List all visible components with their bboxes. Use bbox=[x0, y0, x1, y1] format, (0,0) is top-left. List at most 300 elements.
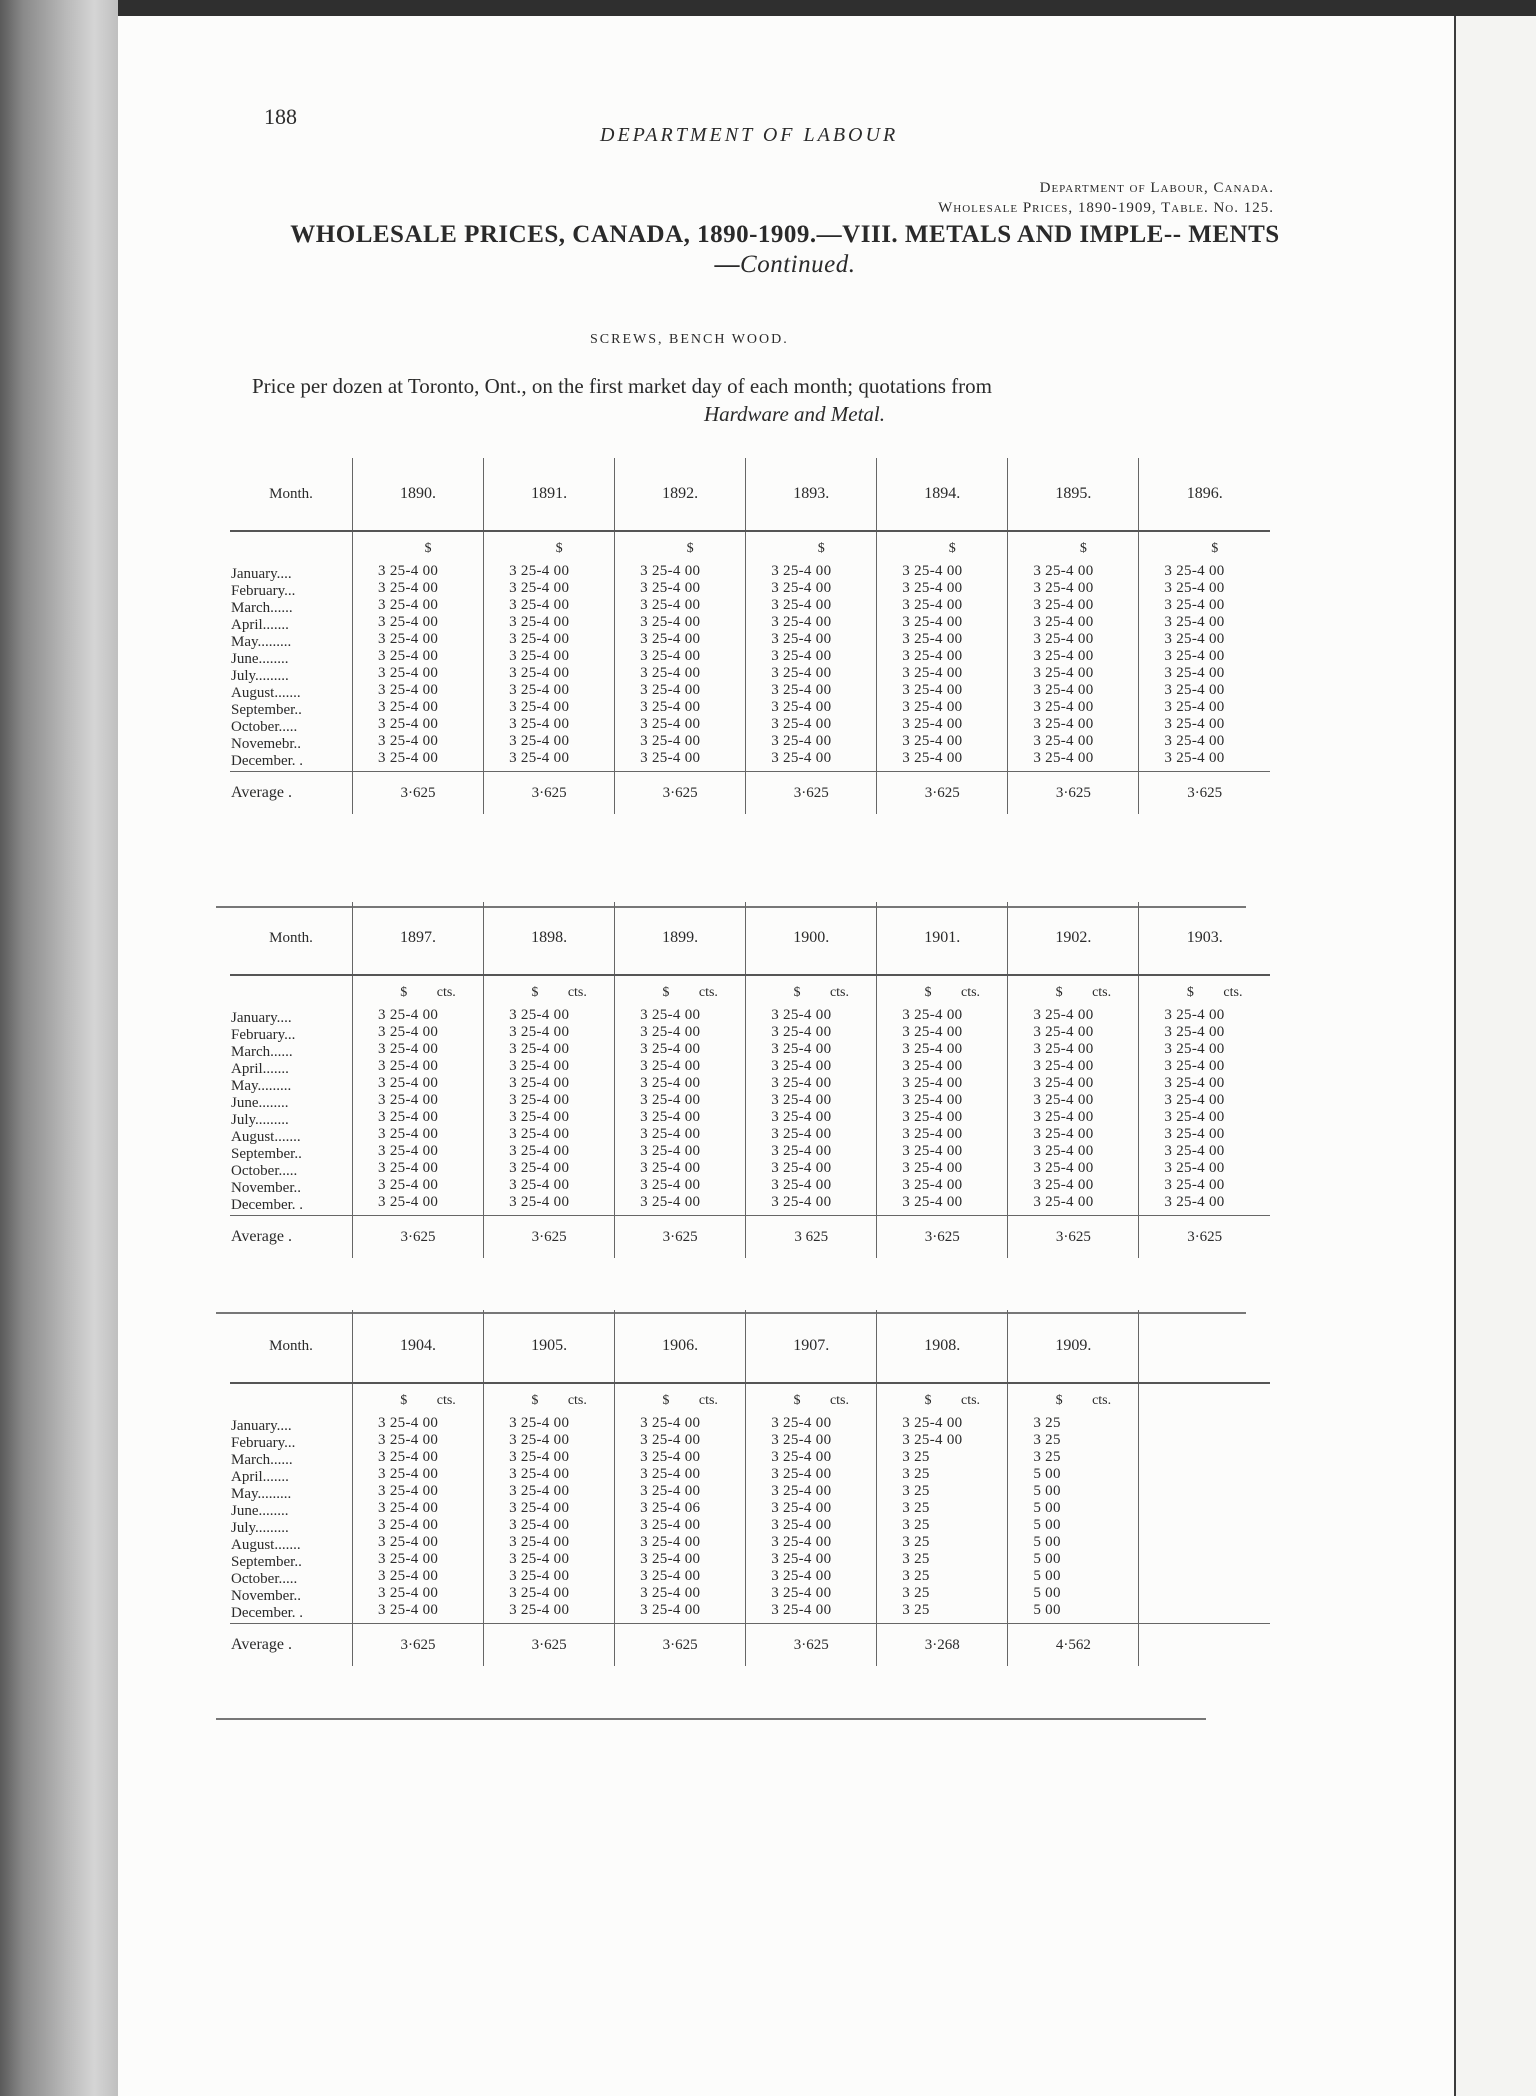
price-cell: 3 25-4 00 bbox=[902, 1024, 963, 1040]
reference-line-1: Department of Labour, Canada. bbox=[1039, 180, 1274, 196]
average-value: 3·625 bbox=[484, 772, 615, 815]
price-cell: 3 25-4 00 bbox=[640, 665, 701, 681]
price-cell: 3 25-4 00 bbox=[509, 682, 570, 698]
unit-label: $ bbox=[948, 541, 956, 556]
price-cell: 3 25-4 00 bbox=[1033, 631, 1094, 647]
price-cell: 3 25-4 00 bbox=[509, 1109, 570, 1125]
year-header: 1899. bbox=[615, 902, 746, 975]
year-values-column bbox=[1139, 975, 1270, 1216]
unit-label: $ bbox=[817, 541, 825, 556]
year-values-column bbox=[484, 1383, 615, 1624]
price-cell: 3 25-4 00 bbox=[1164, 716, 1225, 732]
price-cell: 3 25-4 00 bbox=[640, 580, 701, 596]
price-cell: 3 25-4 00 bbox=[1164, 699, 1225, 715]
price-cell: 3 25-4 00 bbox=[771, 1466, 832, 1482]
price-cell: 3 25-4 00 bbox=[1164, 1092, 1225, 1108]
month-label: December. . bbox=[231, 1197, 304, 1213]
price-cell: 3 25-4 00 bbox=[640, 1517, 701, 1533]
price-cell: 3 25-4 00 bbox=[1033, 1126, 1094, 1142]
price-cell: 3 25-4 00 bbox=[771, 1432, 832, 1448]
month-label: August....... bbox=[231, 1537, 301, 1553]
price-cell: 3 25-4 00 bbox=[1164, 1177, 1225, 1193]
month-label: December. . bbox=[231, 753, 304, 769]
table-title bbox=[290, 220, 1280, 280]
price-cell: 3 25-4 00 bbox=[902, 1194, 963, 1210]
year-values-column bbox=[746, 531, 877, 772]
price-cell: 3 25-4 00 bbox=[771, 1092, 832, 1108]
price-cell: 3 25-4 00 bbox=[509, 648, 570, 664]
price-cell: 3 25 bbox=[1033, 1415, 1061, 1431]
price-list bbox=[616, 563, 744, 767]
average-value: 3·625 bbox=[1008, 772, 1139, 815]
price-cell: 3 25-4 00 bbox=[378, 665, 439, 681]
price-cell: 3 25-4 00 bbox=[1033, 1194, 1094, 1210]
month-label: January.... bbox=[231, 1010, 292, 1026]
price-cell: 3 25-4 00 bbox=[509, 1160, 570, 1176]
price-cell: 3 25-4 00 bbox=[640, 1109, 701, 1125]
price-cell: 3 25-4 00 bbox=[640, 1415, 701, 1431]
header-row bbox=[230, 902, 1270, 975]
price-cell: 3 25-4 00 bbox=[902, 1143, 963, 1159]
year-values-column bbox=[615, 975, 746, 1216]
price-cell: 3 25-4 00 bbox=[771, 1449, 832, 1465]
price-cell: 3 25 bbox=[902, 1551, 930, 1567]
price-cell: 3 25-4 00 bbox=[771, 1160, 832, 1176]
price-cell: 3 25-4 00 bbox=[771, 1517, 832, 1533]
year-values-column bbox=[746, 975, 877, 1216]
price-cell: 3 25-4 00 bbox=[1033, 614, 1094, 630]
month-label: February... bbox=[231, 583, 296, 599]
price-cell: 3 25-4 00 bbox=[902, 631, 963, 647]
price-cell: 3 25-4 00 bbox=[771, 665, 832, 681]
price-cell: 3 25-4 00 bbox=[771, 1568, 832, 1584]
header-row bbox=[230, 458, 1270, 531]
year-header: 1907. bbox=[746, 1310, 877, 1383]
price-cell: 3 25-4 00 bbox=[1164, 750, 1225, 766]
price-cell: 3 25-4 00 bbox=[378, 1517, 439, 1533]
price-cell: 3 25-4 00 bbox=[902, 1160, 963, 1176]
average-row bbox=[230, 1216, 1270, 1259]
price-cell: 3 25-4 00 bbox=[378, 1602, 439, 1618]
unit-label: $ cts. bbox=[793, 985, 849, 1000]
price-cell: 3 25-4 00 bbox=[1033, 580, 1094, 596]
price-cell: 3 25-4 00 bbox=[771, 733, 832, 749]
price-cell: 3 25-4 00 bbox=[771, 614, 832, 630]
price-cell: 3 25 bbox=[902, 1602, 930, 1618]
price-list bbox=[747, 1007, 875, 1211]
average-label: Average . bbox=[230, 772, 353, 815]
year-header: 1895. bbox=[1008, 458, 1139, 531]
year-header: 1901. bbox=[877, 902, 1008, 975]
average-row bbox=[230, 1624, 1270, 1667]
price-cell: 3 25-4 00 bbox=[771, 631, 832, 647]
year-values-column bbox=[484, 975, 615, 1216]
price-cell: 3 25-4 00 bbox=[771, 1551, 832, 1567]
price-cell: 3 25-4 00 bbox=[1164, 1075, 1225, 1091]
price-cell: 3 25-4 00 bbox=[1164, 665, 1225, 681]
price-cell: 3 25-4 00 bbox=[1033, 597, 1094, 613]
year-header: 1897. bbox=[353, 902, 484, 975]
price-cell: 3 25-4 00 bbox=[1164, 580, 1225, 596]
source-publication: Hardware and Metal. bbox=[703, 402, 885, 426]
price-cell: 3 25-4 00 bbox=[509, 614, 570, 630]
commodity-subtitle: SCREWS, BENCH WOOD. bbox=[590, 332, 789, 347]
unit-label: $ cts. bbox=[662, 985, 718, 1000]
running-head: DEPARTMENT OF LABOUR bbox=[600, 124, 899, 146]
average-value: 3·625 bbox=[746, 772, 877, 815]
price-list bbox=[1009, 1007, 1137, 1211]
header-row bbox=[230, 1310, 1270, 1383]
year-values-column bbox=[353, 975, 484, 1216]
price-cell: 3 25 bbox=[902, 1466, 930, 1482]
unit-label: $ cts. bbox=[400, 1393, 456, 1408]
price-cell: 3 25-4 00 bbox=[1164, 733, 1225, 749]
price-cell: 5 00 bbox=[1033, 1500, 1061, 1516]
month-label: January.... bbox=[231, 1418, 292, 1434]
price-table-1904-1909 bbox=[230, 1310, 1270, 1666]
month-label: October..... bbox=[231, 1163, 298, 1179]
price-cell: 3 25-4 00 bbox=[1164, 1194, 1225, 1210]
price-table bbox=[230, 458, 1270, 814]
price-cell: 3 25-4 00 bbox=[902, 614, 963, 630]
values-row bbox=[230, 1383, 1270, 1624]
average-value: 3·625 bbox=[353, 1624, 484, 1667]
price-cell: 3 25-4 00 bbox=[509, 665, 570, 681]
price-cell: 3 25-4 00 bbox=[902, 1432, 963, 1448]
price-cell: 5 00 bbox=[1033, 1551, 1061, 1567]
price-cell: 3 25-4 00 bbox=[1033, 1160, 1094, 1176]
price-cell: 3 25-4 00 bbox=[378, 1415, 439, 1431]
price-cell: 3 25-4 00 bbox=[640, 699, 701, 715]
month-label: March...... bbox=[231, 1452, 293, 1468]
month-label: May......... bbox=[231, 1486, 292, 1502]
price-cell: 3 25-4 00 bbox=[640, 1092, 701, 1108]
price-cell: 3 25-4 00 bbox=[640, 1483, 701, 1499]
price-cell: 3 25-4 00 bbox=[509, 1602, 570, 1618]
month-list bbox=[230, 531, 353, 772]
price-list bbox=[878, 563, 1006, 767]
average-row bbox=[230, 772, 1270, 815]
price-cell: 3 25-4 00 bbox=[771, 1585, 832, 1601]
price-cell: 3 25-4 00 bbox=[378, 1466, 439, 1482]
price-cell: 3 25-4 00 bbox=[1033, 699, 1094, 715]
unit-label: $ cts. bbox=[1055, 1393, 1112, 1408]
price-cell: 5 00 bbox=[1033, 1568, 1061, 1584]
average-label: Average . bbox=[230, 1216, 353, 1259]
month-label: February... bbox=[231, 1027, 296, 1043]
average-value: 3·625 bbox=[877, 1216, 1008, 1259]
price-list bbox=[747, 563, 875, 767]
year-header: 1908. bbox=[877, 1310, 1008, 1383]
price-cell: 3 25-4 00 bbox=[902, 1415, 963, 1431]
price-cell: 3 25 bbox=[1033, 1432, 1061, 1448]
price-cell: 3 25-4 00 bbox=[378, 1126, 439, 1142]
average-label: Average . bbox=[230, 1624, 353, 1667]
price-cell: 3 25-4 00 bbox=[640, 1007, 701, 1023]
price-cell: 3 25-4 00 bbox=[640, 597, 701, 613]
price-cell: 3 25-4 00 bbox=[509, 1194, 570, 1210]
price-cell: 3 25-4 00 bbox=[509, 1466, 570, 1482]
price-cell: 5 00 bbox=[1033, 1466, 1061, 1482]
empty-average bbox=[1139, 1624, 1270, 1667]
price-cell: 3 25-4 00 bbox=[902, 563, 963, 579]
month-label: Novemebr.. bbox=[231, 736, 301, 752]
price-list bbox=[485, 563, 613, 767]
month-column-header: Month. bbox=[230, 902, 353, 975]
price-cell: 3 25-4 00 bbox=[902, 1058, 963, 1074]
price-cell: 3 25 bbox=[902, 1483, 930, 1499]
price-cell: 3 25-4 00 bbox=[771, 699, 832, 715]
price-cell: 3 25-4 00 bbox=[378, 580, 439, 596]
month-label: July......... bbox=[231, 1520, 289, 1536]
price-cell: 3 25-4 00 bbox=[1033, 1075, 1094, 1091]
average-value: 3·625 bbox=[1139, 1216, 1270, 1259]
price-cell: 3 25-4 00 bbox=[640, 614, 701, 630]
year-header: 1898. bbox=[484, 902, 615, 975]
price-cell: 3 25-4 00 bbox=[509, 1483, 570, 1499]
price-cell: 3 25-4 00 bbox=[1033, 1109, 1094, 1125]
year-values-column bbox=[484, 531, 615, 772]
price-cell: 3 25-4 00 bbox=[509, 1024, 570, 1040]
month-label: April....... bbox=[231, 1061, 289, 1077]
price-cell: 3 25-4 00 bbox=[640, 1449, 701, 1465]
price-cell: 3 25-4 00 bbox=[640, 750, 701, 766]
price-cell: 3 25-4 00 bbox=[509, 1126, 570, 1142]
price-list bbox=[616, 1007, 744, 1211]
month-column-header: Month. bbox=[230, 458, 353, 531]
price-cell: 3 25-4 00 bbox=[378, 1109, 439, 1125]
price-cell: 3 25-4 00 bbox=[509, 631, 570, 647]
price-cell: 3 25-4 00 bbox=[1033, 716, 1094, 732]
empty-column bbox=[1139, 1383, 1270, 1624]
price-cell: 3 25-4 00 bbox=[509, 580, 570, 596]
price-cell: 3 25-4 00 bbox=[1033, 1092, 1094, 1108]
unit-label: $ cts. bbox=[924, 1393, 981, 1408]
price-cell: 5 00 bbox=[1033, 1483, 1061, 1499]
price-list bbox=[1009, 563, 1137, 767]
price-cell: 3 25-4 00 bbox=[1164, 1109, 1225, 1125]
price-cell: 3 25-4 00 bbox=[509, 1568, 570, 1584]
price-cell: 5 00 bbox=[1033, 1534, 1061, 1550]
price-cell: 3 25-4 00 bbox=[509, 597, 570, 613]
price-cell: 3 25-4 00 bbox=[378, 1092, 439, 1108]
month-label: April....... bbox=[231, 1469, 289, 1485]
price-cell: 3 25-4 00 bbox=[509, 1092, 570, 1108]
facing-page-edge bbox=[1454, 16, 1536, 2096]
price-cell: 3 25-4 00 bbox=[771, 1024, 832, 1040]
price-cell: 3 25-4 00 bbox=[771, 1058, 832, 1074]
month-column-header: Month. bbox=[230, 1310, 353, 1383]
price-cell: 3 25-4 00 bbox=[902, 580, 963, 596]
month-label: September.. bbox=[231, 1554, 302, 1570]
price-cell: 3 25-4 00 bbox=[1164, 1007, 1225, 1023]
price-cell: 3 25-4 00 bbox=[509, 1432, 570, 1448]
month-label: October..... bbox=[231, 719, 298, 735]
price-cell: 3 25-4 00 bbox=[640, 1126, 701, 1142]
price-cell: 3 25-4 00 bbox=[640, 1551, 701, 1567]
price-cell: 3 25-4 00 bbox=[378, 1194, 439, 1210]
price-cell: 3 25 bbox=[902, 1517, 930, 1533]
year-header: 1900. bbox=[746, 902, 877, 975]
price-cell: 3 25 bbox=[902, 1534, 930, 1550]
price-cell: 3 25-4 00 bbox=[378, 733, 439, 749]
price-cell: 3 25-4 00 bbox=[771, 648, 832, 664]
price-cell: 3 25-4 00 bbox=[902, 699, 963, 715]
price-cell: 3 25 bbox=[902, 1500, 930, 1516]
year-values-column bbox=[353, 531, 484, 772]
price-cell: 3 25-4 00 bbox=[378, 1534, 439, 1550]
price-cell: 3 25-4 00 bbox=[509, 733, 570, 749]
values-row bbox=[230, 531, 1270, 772]
price-list bbox=[354, 1415, 482, 1619]
price-cell: 3 25-4 00 bbox=[902, 750, 963, 766]
price-cell: 3 25-4 00 bbox=[771, 1109, 832, 1125]
average-value: 3·625 bbox=[484, 1216, 615, 1259]
unit-label: $ cts. bbox=[793, 1393, 849, 1408]
price-cell: 5 00 bbox=[1033, 1602, 1061, 1618]
price-cell: 3 25-4 00 bbox=[378, 1041, 439, 1057]
price-cell: 3 25-4 00 bbox=[640, 1534, 701, 1550]
price-cell: 3 25-4 06 bbox=[640, 1500, 701, 1516]
price-cell: 3 25-4 00 bbox=[509, 1500, 570, 1516]
price-cell: 3 25-4 00 bbox=[771, 580, 832, 596]
price-cell: 3 25-4 00 bbox=[640, 1585, 701, 1601]
price-cell: 3 25-4 00 bbox=[771, 1126, 832, 1142]
average-value: 3·625 bbox=[1008, 1216, 1139, 1259]
price-cell: 3 25-4 00 bbox=[771, 682, 832, 698]
price-cell: 3 25-4 00 bbox=[509, 1041, 570, 1057]
price-cell: 3 25-4 00 bbox=[640, 1075, 701, 1091]
average-value: 3·625 bbox=[1139, 772, 1270, 815]
month-label: June........ bbox=[231, 1095, 289, 1111]
price-cell: 3 25 bbox=[902, 1449, 930, 1465]
price-cell: 3 25-4 00 bbox=[378, 1568, 439, 1584]
year-header: 1902. bbox=[1008, 902, 1139, 975]
price-cell: 3 25 bbox=[1033, 1449, 1061, 1465]
price-list bbox=[747, 1415, 875, 1619]
unit-label: $ bbox=[424, 541, 432, 556]
average-value: 3·625 bbox=[615, 1624, 746, 1667]
price-cell: 3 25-4 00 bbox=[509, 1177, 570, 1193]
price-cell: 3 25-4 00 bbox=[771, 1007, 832, 1023]
year-values-column bbox=[615, 531, 746, 772]
year-values-column bbox=[877, 531, 1008, 772]
month-label: February... bbox=[231, 1435, 296, 1451]
month-list bbox=[230, 1383, 353, 1624]
price-list bbox=[354, 563, 482, 767]
values-row bbox=[230, 975, 1270, 1216]
unit-label: $ cts. bbox=[400, 985, 456, 1000]
price-cell: 3 25-4 00 bbox=[1033, 665, 1094, 681]
price-cell: 3 25-4 00 bbox=[509, 699, 570, 715]
page-number: 188 bbox=[264, 104, 297, 129]
price-cell: 3 25-4 00 bbox=[378, 1075, 439, 1091]
price-list bbox=[878, 1415, 1006, 1619]
price-cell: 3 25-4 00 bbox=[902, 1109, 963, 1125]
year-values-column bbox=[615, 1383, 746, 1624]
month-list bbox=[230, 975, 353, 1216]
price-cell: 3 25-4 00 bbox=[378, 1007, 439, 1023]
price-cell: 3 25-4 00 bbox=[509, 1449, 570, 1465]
price-cell: 3 25-4 00 bbox=[771, 1500, 832, 1516]
price-cell: 3 25-4 00 bbox=[771, 1075, 832, 1091]
year-values-column bbox=[1139, 531, 1270, 772]
price-cell: 3 25-4 00 bbox=[378, 1143, 439, 1159]
average-value: 3·625 bbox=[615, 1216, 746, 1259]
unit-label: $ bbox=[555, 541, 563, 556]
month-label: September.. bbox=[231, 702, 302, 718]
price-table bbox=[230, 902, 1270, 1258]
price-cell: 3 25-4 00 bbox=[1164, 563, 1225, 579]
price-cell: 3 25-4 00 bbox=[640, 1568, 701, 1584]
price-cell: 3 25-4 00 bbox=[1164, 682, 1225, 698]
description-text: Price per dozen at Toronto, Ont., on the first market day of each month; quotations from bbox=[252, 374, 992, 398]
price-cell: 3 25-4 00 bbox=[1164, 597, 1225, 613]
price-cell: 3 25-4 00 bbox=[509, 1415, 570, 1431]
price-cell: 3 25-4 00 bbox=[378, 1058, 439, 1074]
price-cell: 5 00 bbox=[1033, 1517, 1061, 1533]
price-cell: 3 25-4 00 bbox=[509, 1517, 570, 1533]
price-cell: 3 25-4 00 bbox=[1033, 648, 1094, 664]
month-label: June........ bbox=[231, 651, 289, 667]
reference-line-2: Wholesale Prices, 1890-1909, Table. No. 125. bbox=[938, 200, 1274, 216]
price-cell: 3 25 bbox=[902, 1568, 930, 1584]
price-cell: 3 25-4 00 bbox=[509, 716, 570, 732]
price-cell: 3 25-4 00 bbox=[1033, 1058, 1094, 1074]
price-cell: 3 25-4 00 bbox=[771, 1194, 832, 1210]
section-rule bbox=[216, 1718, 1206, 1720]
price-cell: 3 25-4 00 bbox=[378, 631, 439, 647]
price-cell: 3 25-4 00 bbox=[771, 597, 832, 613]
price-cell: 3 25-4 00 bbox=[378, 648, 439, 664]
price-table-1890-1896 bbox=[230, 458, 1270, 814]
average-value: 3·625 bbox=[615, 772, 746, 815]
price-cell: 3 25-4 00 bbox=[1033, 1177, 1094, 1193]
price-cell: 3 25-4 00 bbox=[1033, 733, 1094, 749]
price-cell: 3 25-4 00 bbox=[640, 733, 701, 749]
price-cell: 3 25-4 00 bbox=[378, 1449, 439, 1465]
unit-label: $ cts. bbox=[1055, 985, 1112, 1000]
price-cell: 3 25-4 00 bbox=[378, 1483, 439, 1499]
price-cell: 3 25-4 00 bbox=[640, 682, 701, 698]
price-cell: 3 25-4 00 bbox=[640, 631, 701, 647]
price-cell: 3 25-4 00 bbox=[1164, 614, 1225, 630]
price-cell: 3 25-4 00 bbox=[1164, 1041, 1225, 1057]
price-cell: 3 25-4 00 bbox=[640, 1602, 701, 1618]
price-cell: 3 25-4 00 bbox=[1164, 648, 1225, 664]
price-cell: 3 25-4 00 bbox=[771, 563, 832, 579]
year-header: 1905. bbox=[484, 1310, 615, 1383]
unit-label: $ cts. bbox=[924, 985, 981, 1000]
year-values-column bbox=[746, 1383, 877, 1624]
unit-label: $ bbox=[686, 541, 694, 556]
price-cell: 3 25-4 00 bbox=[378, 1585, 439, 1601]
year-header: 1909. bbox=[1008, 1310, 1139, 1383]
price-cell: 3 25-4 00 bbox=[1164, 1024, 1225, 1040]
price-cell: 3 25-4 00 bbox=[509, 1143, 570, 1159]
price-cell: 3 25-4 00 bbox=[902, 648, 963, 664]
price-cell: 3 25-4 00 bbox=[902, 665, 963, 681]
price-cell: 3 25-4 00 bbox=[378, 1160, 439, 1176]
month-label: March...... bbox=[231, 1044, 293, 1060]
price-cell: 3 25-4 00 bbox=[378, 682, 439, 698]
price-cell: 3 25-4 00 bbox=[1164, 631, 1225, 647]
price-cell: 3 25-4 00 bbox=[378, 614, 439, 630]
price-cell: 3 25-4 00 bbox=[1164, 1058, 1225, 1074]
price-cell: 3 25-4 00 bbox=[640, 563, 701, 579]
price-cell: 3 25-4 00 bbox=[378, 1500, 439, 1516]
price-list bbox=[485, 1007, 613, 1211]
